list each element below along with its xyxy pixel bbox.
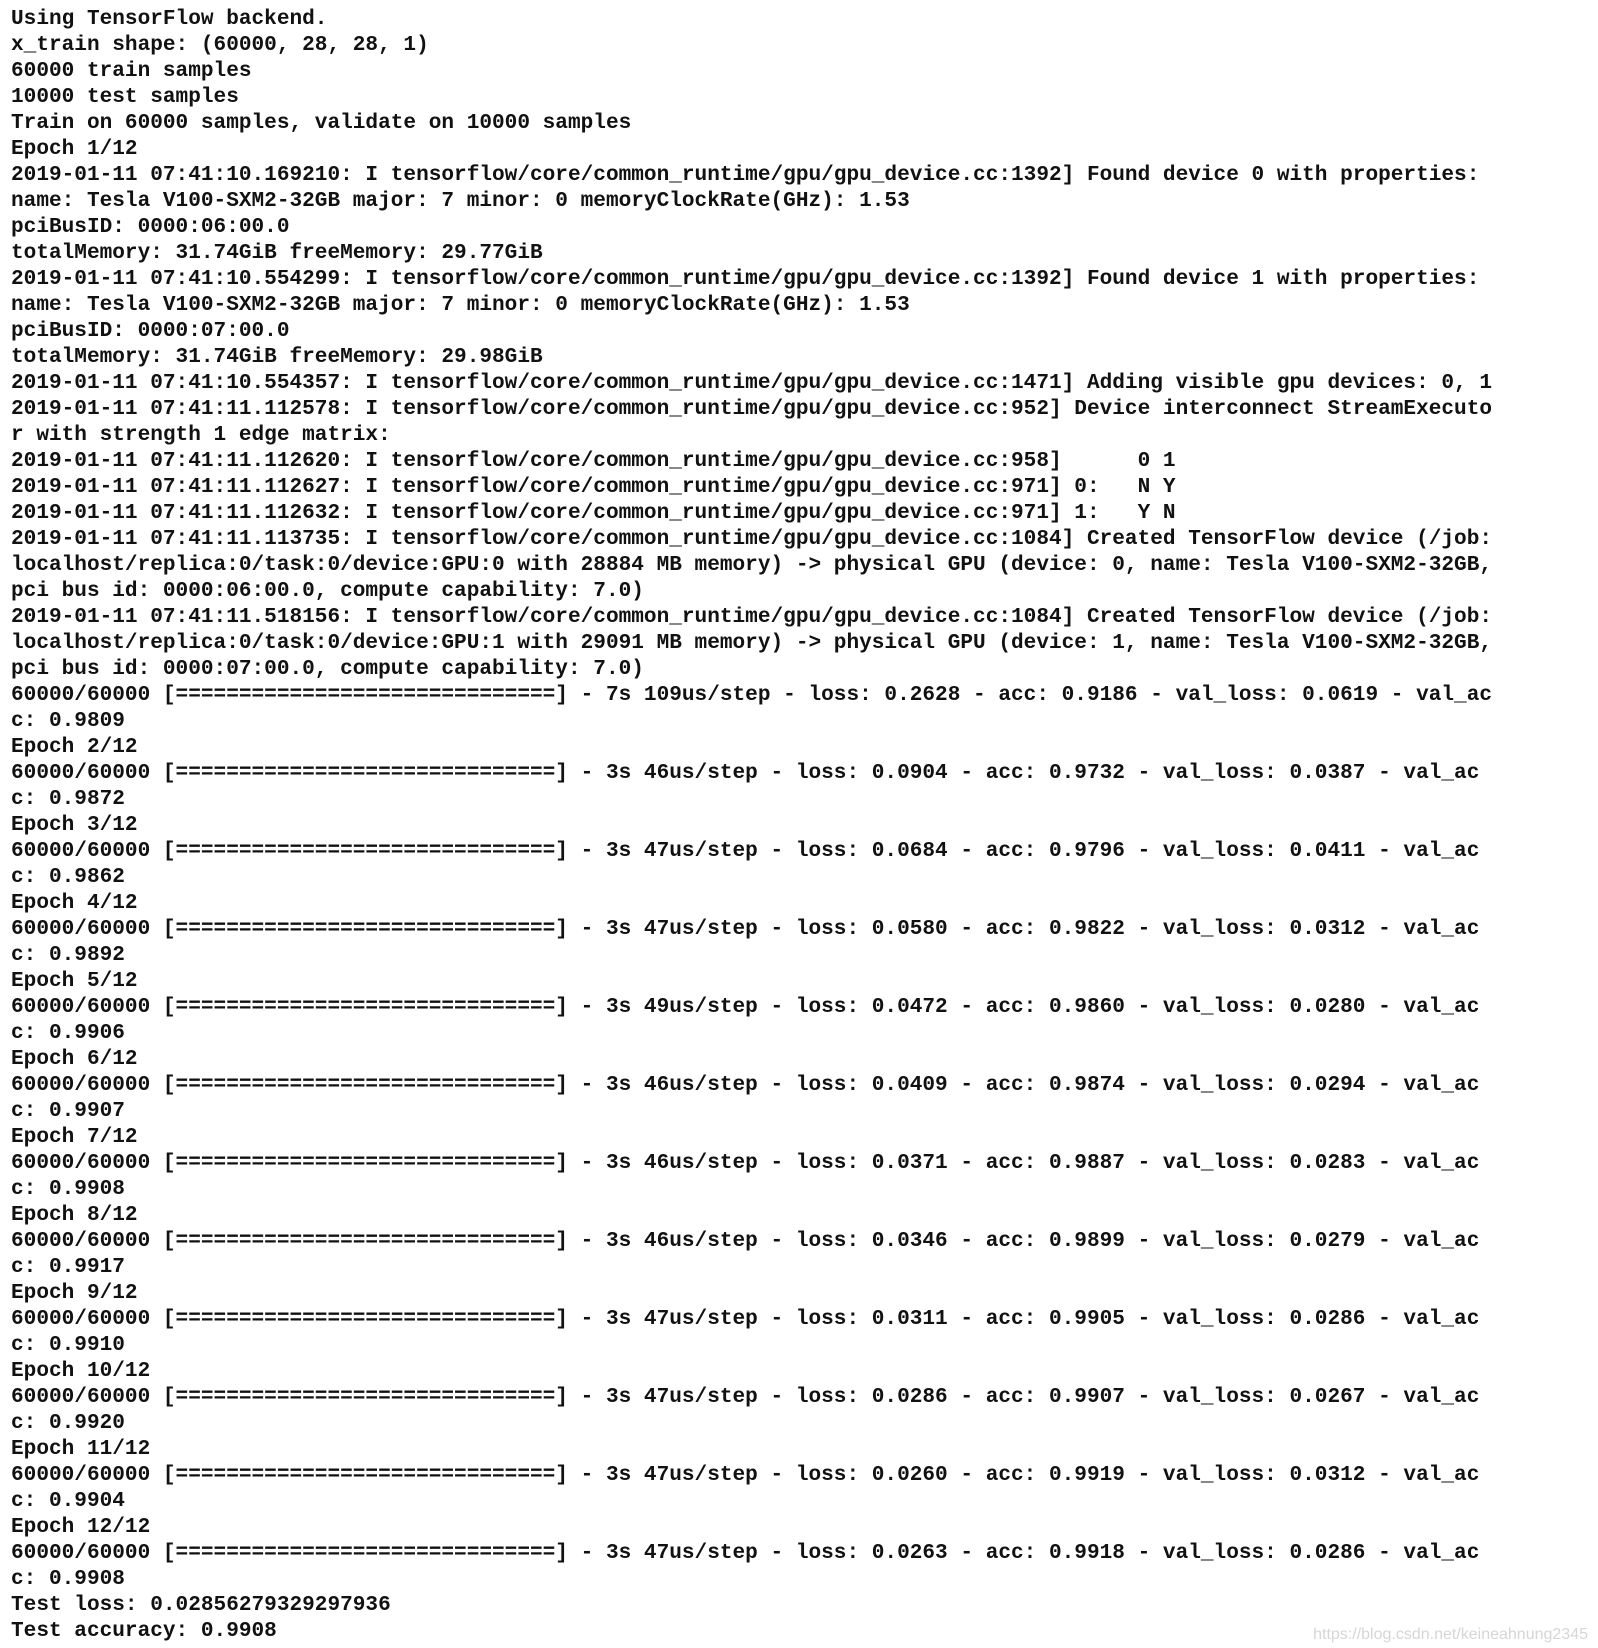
console-line: name: Tesla V100-SXM2-32GB major: 7 minor: 0 memoryClockRate(GHz): 1.53 <box>11 293 910 317</box>
console-line: Epoch 10/12 <box>11 1359 151 1383</box>
console-line: Epoch 11/12 <box>11 1437 151 1461</box>
console-line: c: 0.9892 <box>11 943 125 967</box>
console-line: c: 0.9917 <box>11 1255 125 1279</box>
console-line: Epoch 12/12 <box>11 1515 151 1539</box>
console-line: Epoch 3/12 <box>11 813 138 837</box>
console-line: c: 0.9908 <box>11 1567 125 1591</box>
console-line: 10000 test samples <box>11 85 239 109</box>
console-line: 60000/60000 [==============================] - 3s 47us/step - loss: 0.0260 - acc: 0.9919 - val_loss: 0.0312 - val_ac <box>11 1463 1480 1487</box>
console-line: totalMemory: 31.74GiB freeMemory: 29.98GiB <box>11 345 543 369</box>
console-line: 60000/60000 [==============================] - 3s 46us/step - loss: 0.0346 - acc: 0.9899 - val_loss: 0.0279 - val_ac <box>11 1229 1480 1253</box>
console-line: Epoch 5/12 <box>11 969 138 993</box>
console-line: 2019-01-11 07:41:11.112578: I tensorflow/core/common_runtime/gpu/gpu_device.cc:952] Device interconnect StreamExecuto <box>11 397 1493 421</box>
console-line: 60000/60000 [==============================] - 3s 46us/step - loss: 0.0371 - acc: 0.9887 - val_loss: 0.0283 - val_ac <box>11 1151 1480 1175</box>
console-line: 2019-01-11 07:41:10.554357: I tensorflow/core/common_runtime/gpu/gpu_device.cc:1471] Adding visible gpu devices: 0, 1 <box>11 371 1493 395</box>
console-line: 60000/60000 [==============================] - 3s 46us/step - loss: 0.0904 - acc: 0.9732 - val_loss: 0.0387 - val_ac <box>11 761 1480 785</box>
console-line: totalMemory: 31.74GiB freeMemory: 29.77GiB <box>11 241 543 265</box>
console-line: 60000/60000 [==============================] - 3s 46us/step - loss: 0.0409 - acc: 0.9874 - val_loss: 0.0294 - val_ac <box>11 1073 1480 1097</box>
console-line: Train on 60000 samples, validate on 10000 samples <box>11 111 632 135</box>
console-line: 2019-01-11 07:41:11.112627: I tensorflow/core/common_runtime/gpu/gpu_device.cc:971] 0: N Y <box>11 475 1176 499</box>
console-line: c: 0.9906 <box>11 1021 125 1045</box>
console-line: Epoch 7/12 <box>11 1125 138 1149</box>
console-line: 60000/60000 [==============================] - 7s 109us/step - loss: 0.2628 - acc: 0.9186 - val_loss: 0.0619 - val_ac <box>11 683 1493 707</box>
console-line: Epoch 2/12 <box>11 735 138 759</box>
console-line: 60000/60000 [==============================] - 3s 47us/step - loss: 0.0311 - acc: 0.9905 - val_loss: 0.0286 - val_ac <box>11 1307 1480 1331</box>
console-line: Test loss: 0.02856279329297936 <box>11 1593 391 1617</box>
console-line: c: 0.9908 <box>11 1177 125 1201</box>
console-line: localhost/replica:0/task:0/device:GPU:0 with 28884 MB memory) -> physical GPU (device: 0, name: Tesla V100-SXM2-32GB, <box>11 553 1493 577</box>
console-line: c: 0.9809 <box>11 709 125 733</box>
console-line: name: Tesla V100-SXM2-32GB major: 7 minor: 0 memoryClockRate(GHz): 1.53 <box>11 189 910 213</box>
console-line: pciBusID: 0000:06:00.0 <box>11 215 290 239</box>
console-line: localhost/replica:0/task:0/device:GPU:1 with 29091 MB memory) -> physical GPU (device: 1, name: Tesla V100-SXM2-32GB, <box>11 631 1493 655</box>
console-line: pci bus id: 0000:06:00.0, compute capability: 7.0) <box>11 579 644 603</box>
console-line: c: 0.9910 <box>11 1333 125 1357</box>
console-line: 60000 train samples <box>11 59 252 83</box>
console-line: 60000/60000 [==============================] - 3s 47us/step - loss: 0.0263 - acc: 0.9918 - val_loss: 0.0286 - val_ac <box>11 1541 1480 1565</box>
console-line: Epoch 1/12 <box>11 137 138 161</box>
console-line: Using TensorFlow backend. <box>11 7 328 31</box>
console-line: Test accuracy: 0.9908 <box>11 1619 277 1643</box>
console-line: r with strength 1 edge matrix: <box>11 423 391 447</box>
console-line: 2019-01-11 07:41:11.112632: I tensorflow/core/common_runtime/gpu/gpu_device.cc:971] 1: Y N <box>11 501 1176 525</box>
console-line: Epoch 6/12 <box>11 1047 138 1071</box>
console-line: pci bus id: 0000:07:00.0, compute capability: 7.0) <box>11 657 644 681</box>
console-line: 2019-01-11 07:41:11.518156: I tensorflow/core/common_runtime/gpu/gpu_device.cc:1084] Created TensorFlow device (/job: <box>11 605 1493 629</box>
console-line: 2019-01-11 07:41:11.113735: I tensorflow/core/common_runtime/gpu/gpu_device.cc:1084] Created TensorFlow device (/job: <box>11 527 1493 551</box>
console-line: 60000/60000 [==============================] - 3s 49us/step - loss: 0.0472 - acc: 0.9860 - val_loss: 0.0280 - val_ac <box>11 995 1480 1019</box>
console-line: c: 0.9904 <box>11 1489 125 1513</box>
console-line: c: 0.9872 <box>11 787 125 811</box>
console-line: c: 0.9920 <box>11 1411 125 1435</box>
console-line: 60000/60000 [==============================] - 3s 47us/step - loss: 0.0580 - acc: 0.9822 - val_loss: 0.0312 - val_ac <box>11 917 1480 941</box>
console-output <box>11 6 1591 1644</box>
console-line: 2019-01-11 07:41:10.169210: I tensorflow/core/common_runtime/gpu/gpu_device.cc:1392] Found device 0 with properties: <box>11 163 1480 187</box>
console-line: c: 0.9862 <box>11 865 125 889</box>
watermark: https://blog.csdn.net/keineahnung2345 <box>1313 1626 1588 1643</box>
console-line: 60000/60000 [==============================] - 3s 47us/step - loss: 0.0286 - acc: 0.9907 - val_loss: 0.0267 - val_ac <box>11 1385 1480 1409</box>
console-line: 2019-01-11 07:41:11.112620: I tensorflow/core/common_runtime/gpu/gpu_device.cc:958] 0 1 <box>11 449 1176 473</box>
console-line: 2019-01-11 07:41:10.554299: I tensorflow/core/common_runtime/gpu/gpu_device.cc:1392] Found device 1 with properties: <box>11 267 1480 291</box>
console-line: c: 0.9907 <box>11 1099 125 1123</box>
console-line: Epoch 8/12 <box>11 1203 138 1227</box>
console-line: x_train shape: (60000, 28, 28, 1) <box>11 33 429 57</box>
console-line: pciBusID: 0000:07:00.0 <box>11 319 290 343</box>
console-line: 60000/60000 [==============================] - 3s 47us/step - loss: 0.0684 - acc: 0.9796 - val_loss: 0.0411 - val_ac <box>11 839 1480 863</box>
console-line: Epoch 9/12 <box>11 1281 138 1305</box>
console-line: Epoch 4/12 <box>11 891 138 915</box>
